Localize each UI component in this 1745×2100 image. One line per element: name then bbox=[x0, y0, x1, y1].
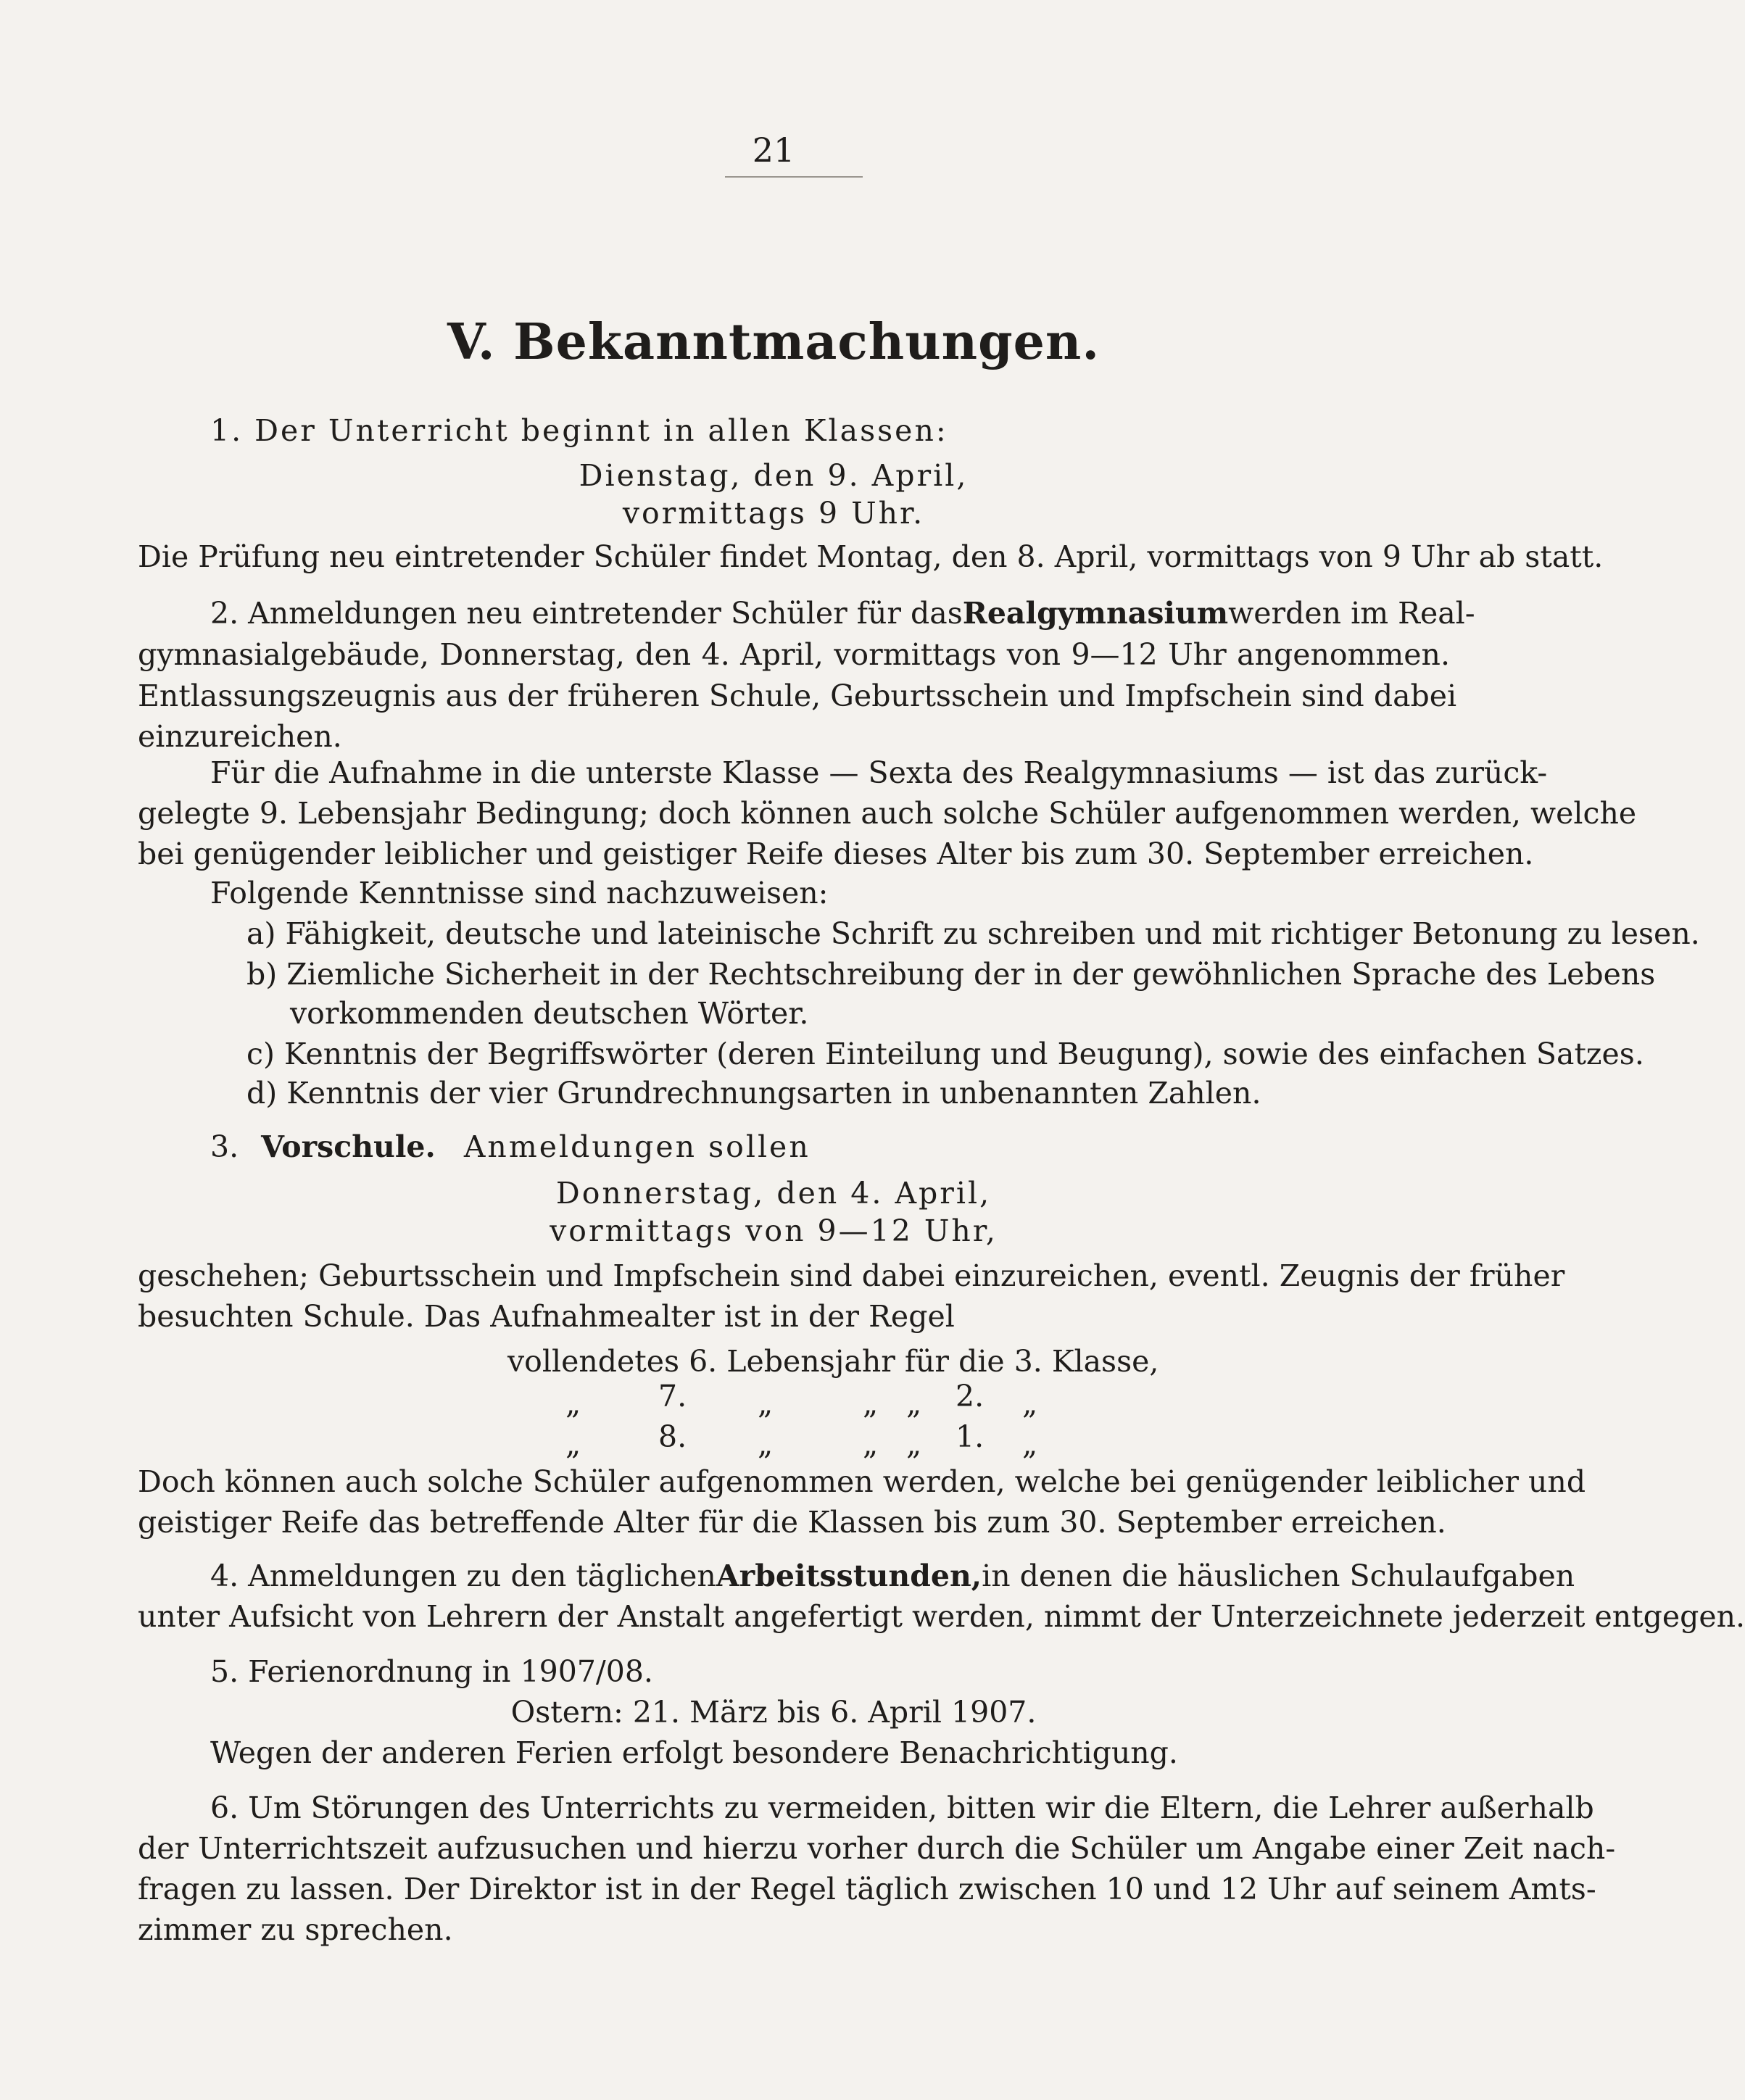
s3-number: 3. bbox=[210, 1129, 239, 1164]
s2-line-2: gymnasialgebäude, Donnerstag, den 4. April, vormittags von 9—12 Uhr angenommen. bbox=[138, 637, 1450, 672]
s3-time: vormittags von 9—12 Uhr, bbox=[550, 1213, 998, 1248]
s5-line-2: Ostern: 21. März bis 6. April 1907. bbox=[510, 1695, 1037, 1730]
s1-date: Dienstag, den 9. April, bbox=[579, 458, 969, 493]
s3-ditto: „ bbox=[863, 1386, 879, 1421]
page-number: 21 bbox=[752, 130, 795, 170]
s3-line-5: geistiger Reife das betreffende Alter für die Klassen bis zum 30. September erreichen. bbox=[138, 1505, 1446, 1540]
s2-line-1-post: werden im Real- bbox=[1228, 596, 1475, 631]
s1-intro: 1. Der Unterricht beginnt in allen Klassen: bbox=[210, 413, 948, 448]
s3-age-row-2-class: 2. bbox=[956, 1379, 985, 1414]
s2-line-4: einzureichen. bbox=[138, 719, 342, 754]
section-heading: V. Bekanntmachungen. bbox=[447, 313, 1101, 371]
s5-line-1: 5. Ferienordnung in 1907/08. bbox=[210, 1654, 653, 1689]
s2-realgymnasium: Realgymnasium bbox=[962, 596, 1229, 631]
s2-line-1 bbox=[210, 594, 1475, 632]
s3-age-row-3-age: 8. bbox=[658, 1419, 687, 1454]
s3-age-row-1: vollendetes 6. Lebensjahr für die 3. Klasse, bbox=[507, 1344, 1159, 1379]
s3-line-1-rest: Anmeldungen sollen bbox=[463, 1129, 811, 1164]
s6-line-4: zimmer zu sprechen. bbox=[138, 1912, 453, 1947]
s2-item-c: c) Kenntnis der Begriffswörter (deren Einteilung und Beugung), sowie des einfachen Satzes. bbox=[246, 1037, 1644, 1071]
s3-ditto: „ bbox=[863, 1427, 879, 1461]
s6-line-2: der Unterrichtszeit aufzusuchen und hierzu vorher durch die Schüler um Angabe einer Zeit nach- bbox=[138, 1831, 1616, 1866]
s3-line-4: Doch können auch solche Schüler aufgenommen werden, welche bei genügender leiblicher und bbox=[138, 1464, 1586, 1499]
s2-para2-line-2: gelegte 9. Lebensjahr Bedingung; doch können auch solche Schüler aufgenommen werden, welche bbox=[138, 796, 1637, 831]
s2-para2-line-3: bei genügender leiblicher und geistiger Reife dieses Alter bis zum 30. September erreichen. bbox=[138, 837, 1534, 871]
s6-line-3: fragen zu lassen. Der Direktor ist in der Regel täglich zwischen 10 und 12 Uhr auf seinem Amts- bbox=[138, 1872, 1596, 1906]
s2-item-d: d) Kenntnis der vier Grundrechnungsarten in unbenannten Zahlen. bbox=[246, 1076, 1261, 1111]
s3-ditto: „ bbox=[565, 1386, 581, 1421]
s3-ditto: „ bbox=[758, 1386, 774, 1421]
s3-age-row-3-class: 1. bbox=[956, 1419, 985, 1454]
s2-para2-line-1: Für die Aufnahme in die unterste Klasse — Sexta des Realgymnasiums — ist das zurück- bbox=[210, 755, 1548, 790]
s6-line-1: 6. Um Störungen des Unterrichts zu vermeiden, bitten wir die Eltern, die Lehrer außerhalb bbox=[210, 1790, 1594, 1825]
s3-ditto: „ bbox=[1022, 1427, 1038, 1461]
s2-line-1-pre: 2. Anmeldungen neu eintretender Schüler für das bbox=[210, 596, 963, 631]
s1-time: vormittags 9 Uhr. bbox=[622, 496, 925, 531]
s3-ditto: „ bbox=[565, 1427, 581, 1461]
s3-date: Donnerstag, den 4. April, bbox=[555, 1176, 992, 1211]
s3-ditto: „ bbox=[906, 1427, 922, 1461]
s3-vorschule: Vorschule. bbox=[261, 1129, 436, 1164]
s2-item-b-line-1: b) Ziemliche Sicherheit in der Rechtschreibung der in der gewöhnlichen Sprache des Lebens bbox=[246, 957, 1656, 992]
s2-line-3: Entlassungszeugnis aus der früheren Schule, Geburtsschein und Impfschein sind dabei bbox=[138, 678, 1457, 713]
s4-line-1-post: in denen die häuslichen Schulaufgaben bbox=[982, 1559, 1575, 1593]
s4-line-1-pre: 4. Anmeldungen zu den täglichen bbox=[210, 1559, 716, 1593]
s2-requirements-intro: Folgende Kenntnisse sind nachzuweisen: bbox=[210, 876, 829, 910]
s3-ditto: „ bbox=[758, 1427, 774, 1461]
s3-age-row-2-age: 7. bbox=[658, 1379, 687, 1414]
s3-line-1 bbox=[210, 1128, 811, 1166]
s3-line-2: geschehen; Geburtsschein und Impfschein sind dabei einzureichen, eventl. Zeugnis der früher bbox=[138, 1258, 1565, 1293]
s4-arbeitsstunden: Arbeitsstunden, bbox=[716, 1559, 982, 1593]
s2-item-a: a) Fähigkeit, deutsche und lateinische Schrift zu schreiben und mit richtiger Betonung zu lesen. bbox=[246, 916, 1700, 951]
s3-line-3: besuchten Schule. Das Aufnahmealter ist in der Regel bbox=[138, 1299, 955, 1334]
s4-line-1 bbox=[210, 1557, 1575, 1595]
s3-ditto: „ bbox=[906, 1386, 922, 1421]
s3-ditto: „ bbox=[1022, 1386, 1038, 1421]
s5-line-3: Wegen der anderen Ferien erfolgt besondere Benachrichtigung. bbox=[210, 1735, 1178, 1770]
s2-item-b-line-2: vorkommenden deutschen Wörter. bbox=[290, 996, 809, 1031]
s1-exam: Die Prüfung neu eintretender Schüler findet Montag, den 8. April, vormittags von 9 Uhr ab statt. bbox=[138, 539, 1604, 574]
s4-line-2: unter Aufsicht von Lehrern der Anstalt angefertigt werden, nimmt der Unterzeichnete jederzeit entgegen. bbox=[138, 1599, 1745, 1634]
page-number-rule bbox=[725, 176, 863, 178]
